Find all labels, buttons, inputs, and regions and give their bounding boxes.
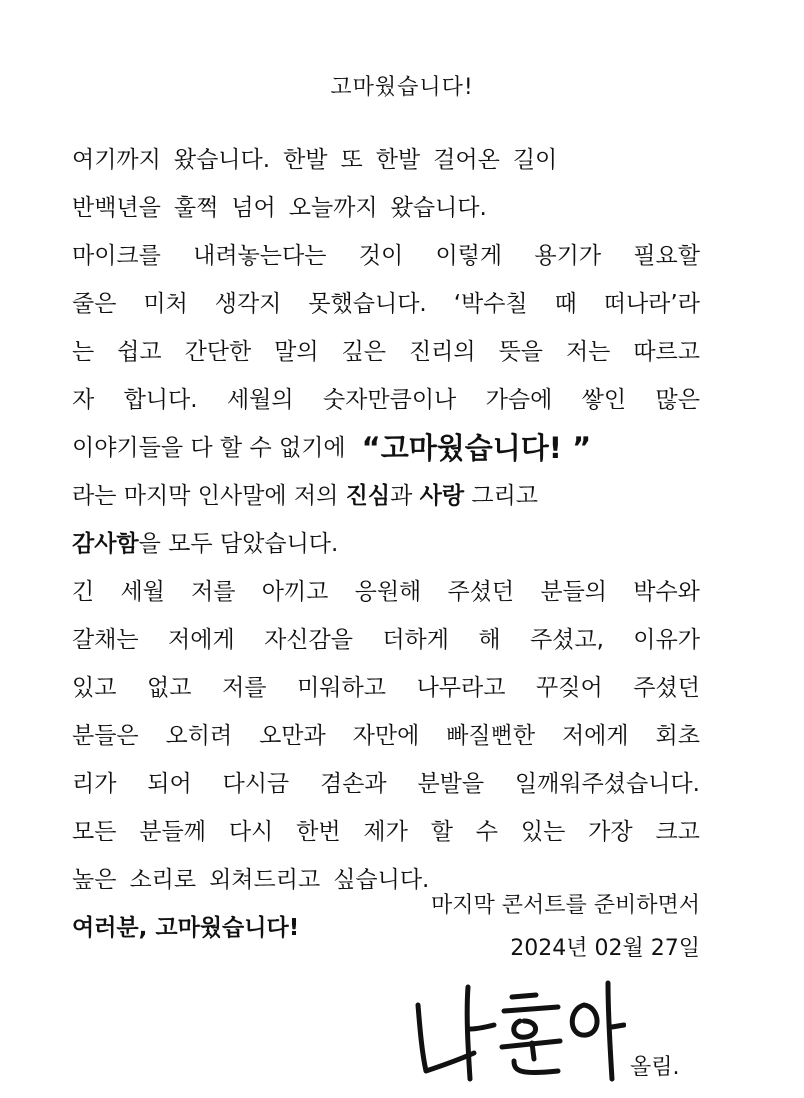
body-word: 해 xyxy=(478,627,501,653)
emphasis-thanks: “고마웠습니다! ” xyxy=(361,431,592,465)
body-word: 것이 xyxy=(358,243,404,269)
body-word: 용기가 xyxy=(534,243,602,269)
body-word: 걸어온 xyxy=(433,147,500,173)
body-word: 훌쩍 xyxy=(173,195,219,221)
body-word: 때 xyxy=(554,291,577,317)
body-word: 일깨워주셨습니다. xyxy=(514,771,700,797)
body-text: 그리고 xyxy=(464,483,539,509)
body-word: 주셨던 xyxy=(633,675,700,701)
body-word: 나무라고 xyxy=(416,675,506,701)
body-word: 못했습니다. xyxy=(308,291,427,317)
emphasis-sincerity: 진심 xyxy=(345,483,391,509)
closing-date: 2024년 02월 27일 xyxy=(510,936,700,961)
final-line: 여러분, 고마웠습니다! xyxy=(72,915,300,941)
body-word: 숫자만큼이나 xyxy=(322,387,457,413)
body-text: 을 모두 담았습니다. xyxy=(138,531,339,557)
body-word: 많은 xyxy=(655,387,700,413)
body-word: 주셨고, xyxy=(529,627,604,653)
body-word: 저에게 xyxy=(561,723,629,749)
body-word: 분들은 xyxy=(72,723,139,749)
signature-image xyxy=(408,975,626,1087)
body-word: 마이크를 xyxy=(72,243,161,269)
body-word: 아끼고 xyxy=(261,579,329,605)
body-word: 외쳐드리고 xyxy=(209,867,321,893)
body-word: 세월의 xyxy=(226,387,294,413)
body-word: 이유가 xyxy=(633,627,700,653)
body-word: 쌓인 xyxy=(581,387,627,413)
body-line-7 xyxy=(72,424,700,472)
body-word: 긴 xyxy=(72,579,95,605)
body-word: 자만에 xyxy=(352,723,420,749)
signature xyxy=(408,975,626,1087)
body-word: 미처 xyxy=(143,291,188,317)
body-line xyxy=(72,616,700,664)
body-line xyxy=(72,712,700,760)
body-word: 또 xyxy=(340,147,363,173)
body-word: 겸손과 xyxy=(319,771,387,797)
body-line xyxy=(72,280,700,328)
body-word: 수 xyxy=(475,819,498,845)
body-word: 되어 xyxy=(147,771,192,797)
body-word: 제가 xyxy=(363,819,408,845)
body-word: 분들께 xyxy=(139,819,206,845)
body-word: 박수와 xyxy=(633,579,700,605)
body-text: 이야기들을 다 할 수 없기에 xyxy=(72,435,346,461)
body-word: 합니다. xyxy=(123,387,198,413)
body-word: 가장 xyxy=(588,819,633,845)
body-word: 분발을 xyxy=(417,771,485,797)
body-word: ‘박수칠 xyxy=(453,291,528,317)
body-text: 라는 마지막 인사말에 저의 xyxy=(72,483,346,509)
body-word: 깊은 xyxy=(341,339,386,365)
body-word: 줄은 xyxy=(72,291,117,317)
body-word: 한발 xyxy=(283,147,328,173)
body-word: 쉽고 xyxy=(117,339,162,365)
body-word: 주셨던 xyxy=(447,579,515,605)
body-line xyxy=(72,232,700,280)
body-word: 높은 xyxy=(72,867,117,893)
body-line-8 xyxy=(72,472,700,520)
emphasis-love: 사랑 xyxy=(419,483,465,509)
emphasis-gratitude: 감사함 xyxy=(72,531,139,557)
body-line xyxy=(72,184,700,232)
body-line xyxy=(72,136,700,184)
body-line xyxy=(72,376,700,424)
body-text: 과 xyxy=(390,483,420,509)
body-word: 자신감을 xyxy=(264,627,353,653)
body-word: 미워하고 xyxy=(297,675,386,701)
body-line xyxy=(72,808,700,856)
body-word: 오히려 xyxy=(165,723,233,749)
body-word: 응원해 xyxy=(354,579,422,605)
body-word: 더하게 xyxy=(382,627,449,653)
body-word: 말의 xyxy=(274,339,319,365)
body-word: 싶습니다. xyxy=(333,867,430,893)
paragraph-block-2 xyxy=(72,568,700,904)
body-word: 빠질뻔한 xyxy=(446,723,536,749)
body-word: 저를 xyxy=(191,579,236,605)
body-word: 왔습니다. xyxy=(173,147,271,173)
sign-off: 올림. xyxy=(630,1055,680,1080)
body-word: 한번 xyxy=(296,819,341,845)
body-word: 세월 xyxy=(120,579,165,605)
body-word: 저는 xyxy=(565,339,611,365)
body-line xyxy=(72,568,700,616)
body-word: 왔습니다. xyxy=(390,195,487,221)
body-word: 할 xyxy=(430,819,453,845)
body-word: 여기까지 xyxy=(72,147,161,173)
body-word: 는 xyxy=(72,339,95,365)
body-word: 분들의 xyxy=(540,579,608,605)
body-word: 회초 xyxy=(655,723,700,749)
body-word: 진리의 xyxy=(408,339,476,365)
body-word: 있고 xyxy=(72,675,117,701)
body-word: 생각지 xyxy=(214,291,282,317)
body-word: 저에게 xyxy=(168,627,235,653)
body-word: 따르고 xyxy=(633,339,700,365)
letter-title: 고마웠습니다! xyxy=(330,75,474,100)
body-word: 가슴에 xyxy=(485,387,553,413)
body-word: 크고 xyxy=(655,819,700,845)
body-word: 꾸짖어 xyxy=(536,675,603,701)
body-line xyxy=(72,664,700,712)
body-word: 있는 xyxy=(520,819,566,845)
body-word: 길이 xyxy=(512,147,558,173)
body-word: 없고 xyxy=(147,675,192,701)
body-line-9 xyxy=(72,520,700,568)
body-word: 간단한 xyxy=(184,339,252,365)
body-word: 모든 xyxy=(72,819,117,845)
body-line xyxy=(72,760,700,808)
body-word: 다시금 xyxy=(222,771,290,797)
body-word: 갈채는 xyxy=(72,627,139,653)
body-word: 리가 xyxy=(72,771,117,797)
body-line xyxy=(72,328,700,376)
body-word: 오만과 xyxy=(259,723,326,749)
body-word: 뜻을 xyxy=(498,339,543,365)
body-word: 반백년을 xyxy=(72,195,161,221)
body-word: 내려놓는다는 xyxy=(193,243,327,269)
body-word: 넘어 xyxy=(231,195,276,221)
body-word: 자 xyxy=(72,387,95,413)
body-word: 필요할 xyxy=(633,243,700,269)
letter-body xyxy=(72,136,700,952)
body-word: 소리로 xyxy=(129,867,197,893)
body-word: 다시 xyxy=(228,819,274,845)
body-word: 저를 xyxy=(222,675,267,701)
paragraph-block-1 xyxy=(72,136,700,424)
body-word: 이렇게 xyxy=(435,243,503,269)
body-word: 한발 xyxy=(375,147,421,173)
closing-line: 마지막 콘서트를 준비하면서 xyxy=(430,893,700,918)
body-word: 오늘까지 xyxy=(288,195,378,221)
body-word: 떠나라’라 xyxy=(603,291,700,317)
